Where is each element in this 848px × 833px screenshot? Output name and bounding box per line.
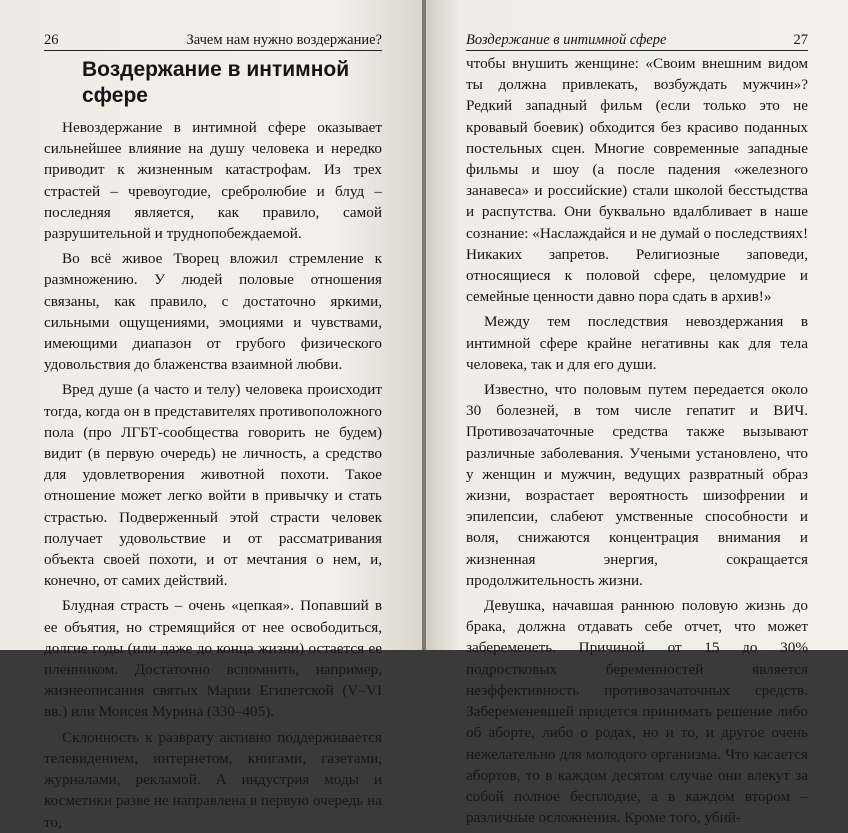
paragraph: Девушка, начавшая раннюю половую жизнь до брака, должна отдавать себе отчет, что может забеременеть. Причиной от 15 до 30% подростковых беременностей является неэффективность противозачаточных средств. Забеременевшей придется принимать решение либо об аборте, либо о родах, но и то, и другое очень нежелательно для молодого организма. Что касается абортов, то в каждом десятом случае они влекут за собой полное бесплодие, а в каждом втором – различные осложнения. Кроме того, убий- bbox=[466, 597, 808, 827]
paragraph: Во всё живое Творец вложил стремление к размножению. У людей половые отношения связаны, как правило, с достаточно яркими, сильными ощущениями, эмоциями и чувствами, имеющими диапазон от грубого физического удовольствия до блаженства взаимной любви. bbox=[44, 250, 382, 374]
running-title-right: Воздержание в интимной сфере bbox=[466, 32, 667, 48]
paragraph: Невоздержание в интимной сфере оказывает сильнейшее влияние на душу человека и нередко приводит к жизненным катастрофам. Из трех страстей – чревоугодие, сребролюбие и блуд – последняя является, как правило, самой разрушительной и труднопобеждаемой. bbox=[44, 119, 382, 243]
paragraph: Склонность к разврату активно поддерживается телевидением, интернетом, книгами, газетами, журналами, рекламой. А индустрия моды и косметики разве не направлена в первую очередь на то, bbox=[44, 728, 382, 831]
left-page-header bbox=[44, 30, 382, 51]
right-page bbox=[426, 0, 848, 827]
right-page-header bbox=[466, 30, 808, 51]
paragraph-continuation: чтобы внушить женщине: «Своим внешним видом ты должна привлекать, возбуждать мужчин»? Редкий западный фильм (если только это не кровавый боевик) обходится без красиво поданных постельных сцен. Многие современные западные фильмы и шоу (а после падения «железного занавеса» и российские) стали школой бесстыдства и распутства. Они буквально вдалбливает в наше сознание: «Наслаждайся и не думай о последствиях! Никаких запретов. Религиозные заповеди, относящиеся к половой сфере, целомудрие и семейные ценности давно пора сдать в архив!» bbox=[466, 55, 808, 306]
paragraph: Между тем последствия невоздержания в интимной сфере крайне негативны как для тела человека, так и для его души. bbox=[466, 313, 808, 373]
paragraph: Блудная страсть – очень «цепкая». Попавший в ее объятия, но стремящийся от нее освободиться, долгие годы (или даже до конца жизни) остается ее пленником. Достаточно вспомнить, например, жизнеописания святых Марии Египетской (V–VI вв.) или Моисея Мурина (330–405). bbox=[44, 597, 382, 721]
paragraph: Известно, что половым путем передается около 30 болезней, в том числе гепатит и ВИЧ. Противозачаточные средства также вызывают различные заболевания. Учеными установлено, что у женщин и мужчин, ведущих развратный образ жизни, возрастает вероятность шизофрении и эпилепсии, слабеют умственные способности и воля, снижаются концентрация внимания и жизненная энергия, сокращается продолжительность жизни. bbox=[466, 381, 808, 589]
right-page-body bbox=[466, 53, 808, 827]
section-heading: Воздержание в интимной сфере bbox=[82, 58, 350, 107]
running-title-left: Зачем нам нужно воздержание? bbox=[186, 32, 382, 48]
left-page bbox=[0, 0, 422, 831]
page-number-left: 26 bbox=[44, 32, 59, 48]
left-page-body bbox=[44, 53, 382, 831]
paragraph: Вред душе (а часто и телу) человека происходит тогда, когда он в представителях противоположного пола (про ЛГБТ-сообщества говорить не будем) видит (в первую очередь) не личность, а средство для удовлетворения животной похоти. Такое отношение может легко войти в привычку и стать страстью. Подверженный этой страсти человек получает удовольствие и от рассматривания объекта своей похоти, и от мечтания о нем, и, конечно, от самих действий. bbox=[44, 381, 382, 590]
page-number-right: 27 bbox=[793, 32, 808, 48]
